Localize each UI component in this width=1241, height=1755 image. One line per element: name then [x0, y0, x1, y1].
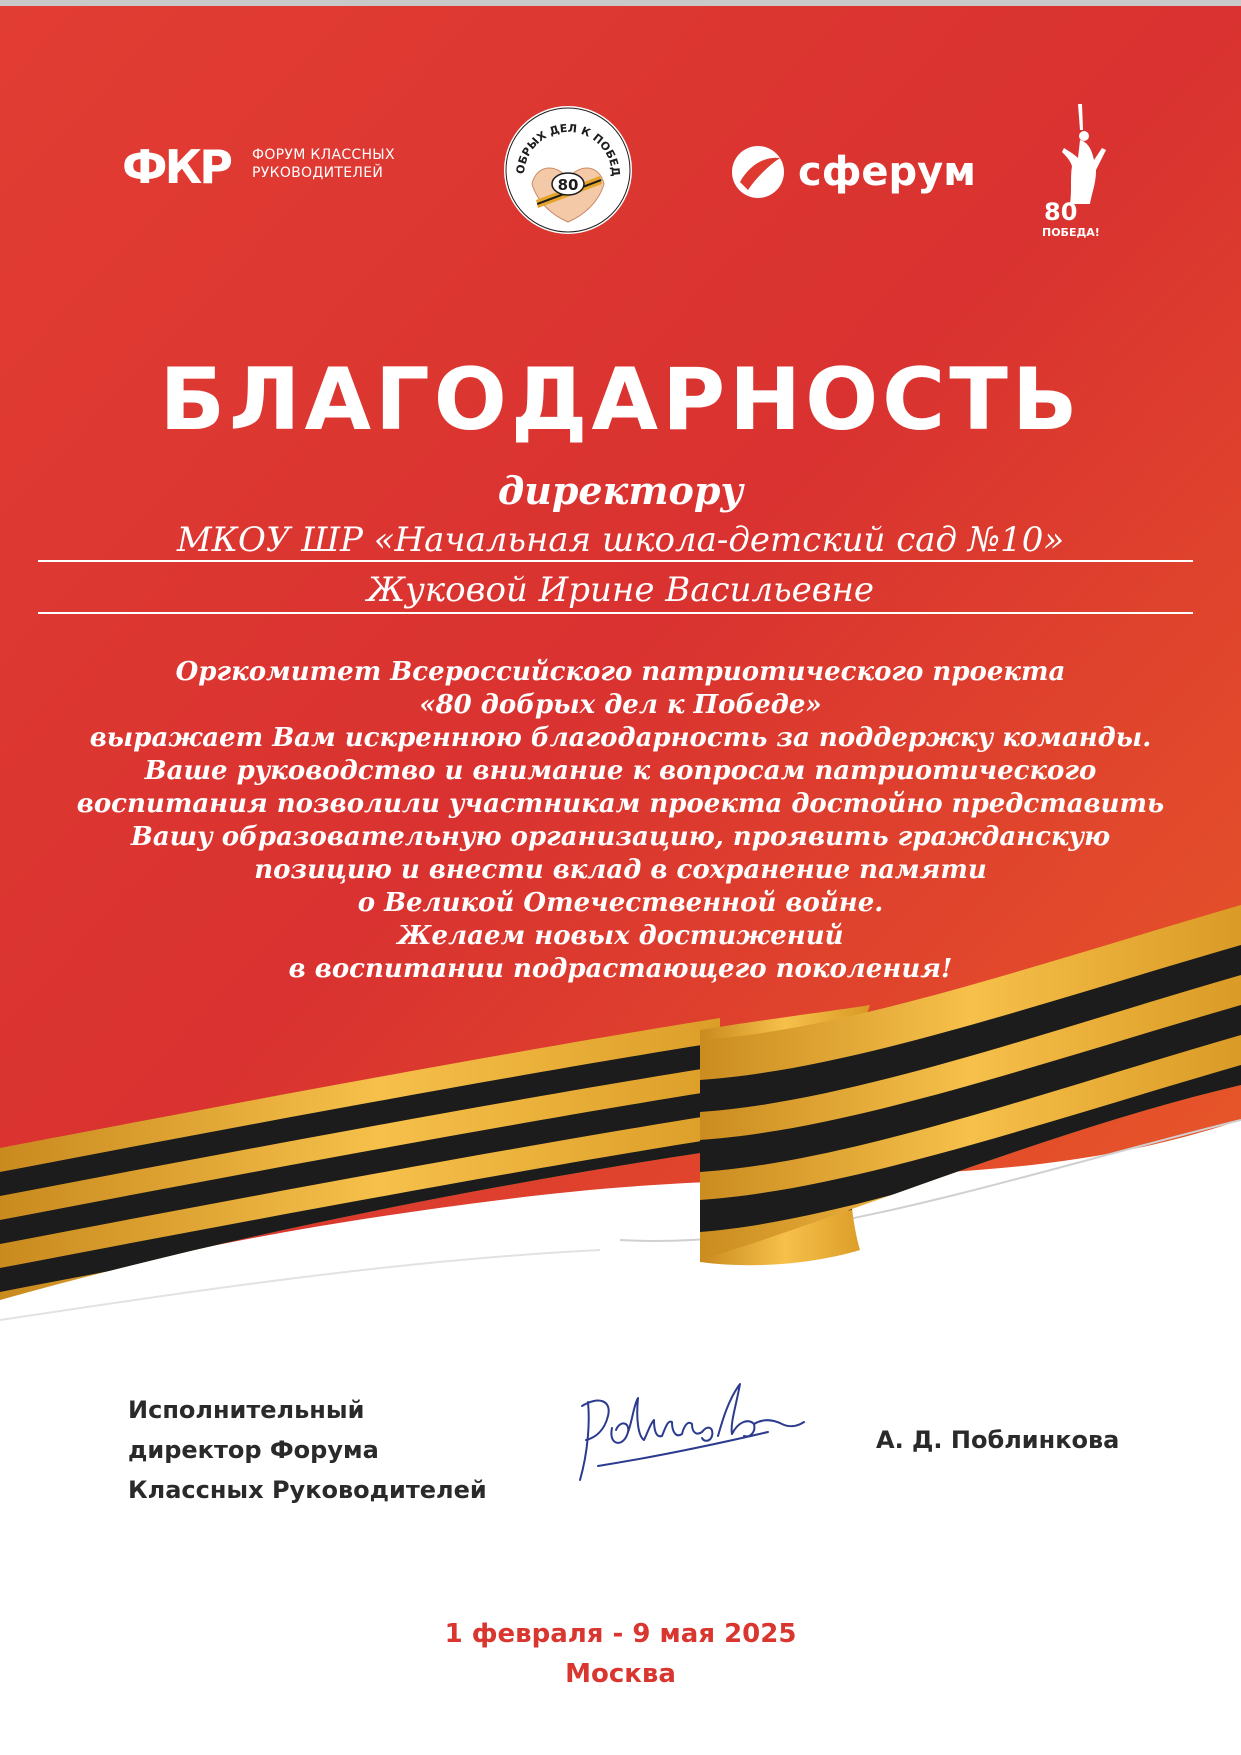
body-line: Вашу образовательную организацию, проявить гражданскую [130, 822, 1111, 852]
event-city: Москва [565, 1659, 676, 1689]
body-line: Ваше руководство и внимание к вопросам патриотического [144, 756, 1097, 786]
body-line: о Великой Отечественной войне. [357, 888, 884, 918]
body-line: Оргкомитет Всероссийского патриотического проекта [175, 657, 1066, 687]
recipient-name: Жуковой Ирине Васильевне [366, 570, 875, 610]
signer-title-line: директор Форума [128, 1436, 379, 1464]
body-line: позицию и внести вклад в сохранение памяти [254, 855, 987, 885]
sferum-logo-text: сферум [798, 149, 976, 195]
victory-caption: ПОБЕДА! [1042, 226, 1100, 239]
organization-underline [38, 560, 1193, 562]
sferum-logo-icon [728, 144, 788, 200]
sferum-logo [728, 144, 978, 204]
handwritten-signature [568, 1362, 808, 1492]
recipient-organization: МКОУ ШР «Начальная школа-детский сад №10» [176, 520, 1065, 560]
body-line: «80 добрых дел к Победе» [419, 690, 822, 720]
body-line: выражает Вам искреннюю благодарность за поддержку команды. [89, 723, 1152, 753]
motherland-statue-icon [1040, 100, 1120, 242]
fkr-logo-text [252, 146, 395, 182]
fkr-logo-line1: ФОРУМ КЛАССНЫХ [252, 147, 395, 163]
badge-arc-text: ОБРЫХ ДЕЛ К ПОБЕД [513, 121, 623, 177]
event-dates: 1 февраля - 9 мая 2025 [444, 1619, 797, 1649]
heart-hands-ribbon-icon [502, 104, 634, 236]
fkr-logo-mark: ФКР [122, 140, 230, 194]
signer-title-line: Классных Руководителей [128, 1476, 487, 1504]
body-line: Желаем новых достижений [397, 921, 844, 951]
fkr-logo [122, 140, 422, 200]
signer-name: А. Д. Поблинкова [876, 1426, 1120, 1454]
fkr-logo-line2: РУКОВОДИТЕЛЕЙ [252, 165, 384, 181]
certificate-body [30, 656, 1211, 986]
victory-number: 80 [1044, 198, 1078, 226]
name-underline [38, 612, 1193, 614]
certificate-title: БЛАГОДАРНОСТЬ [159, 350, 1082, 450]
body-line: в воспитании подрастающего поколения! [288, 954, 953, 984]
signer-title-line: Исполнительный [128, 1396, 365, 1424]
body-line: воспитания позволили участникам проекта достойно представить [76, 789, 1165, 819]
signer-title [128, 1390, 528, 1510]
recipient-role: директору [497, 468, 744, 513]
badge-number: 80 [557, 176, 579, 194]
